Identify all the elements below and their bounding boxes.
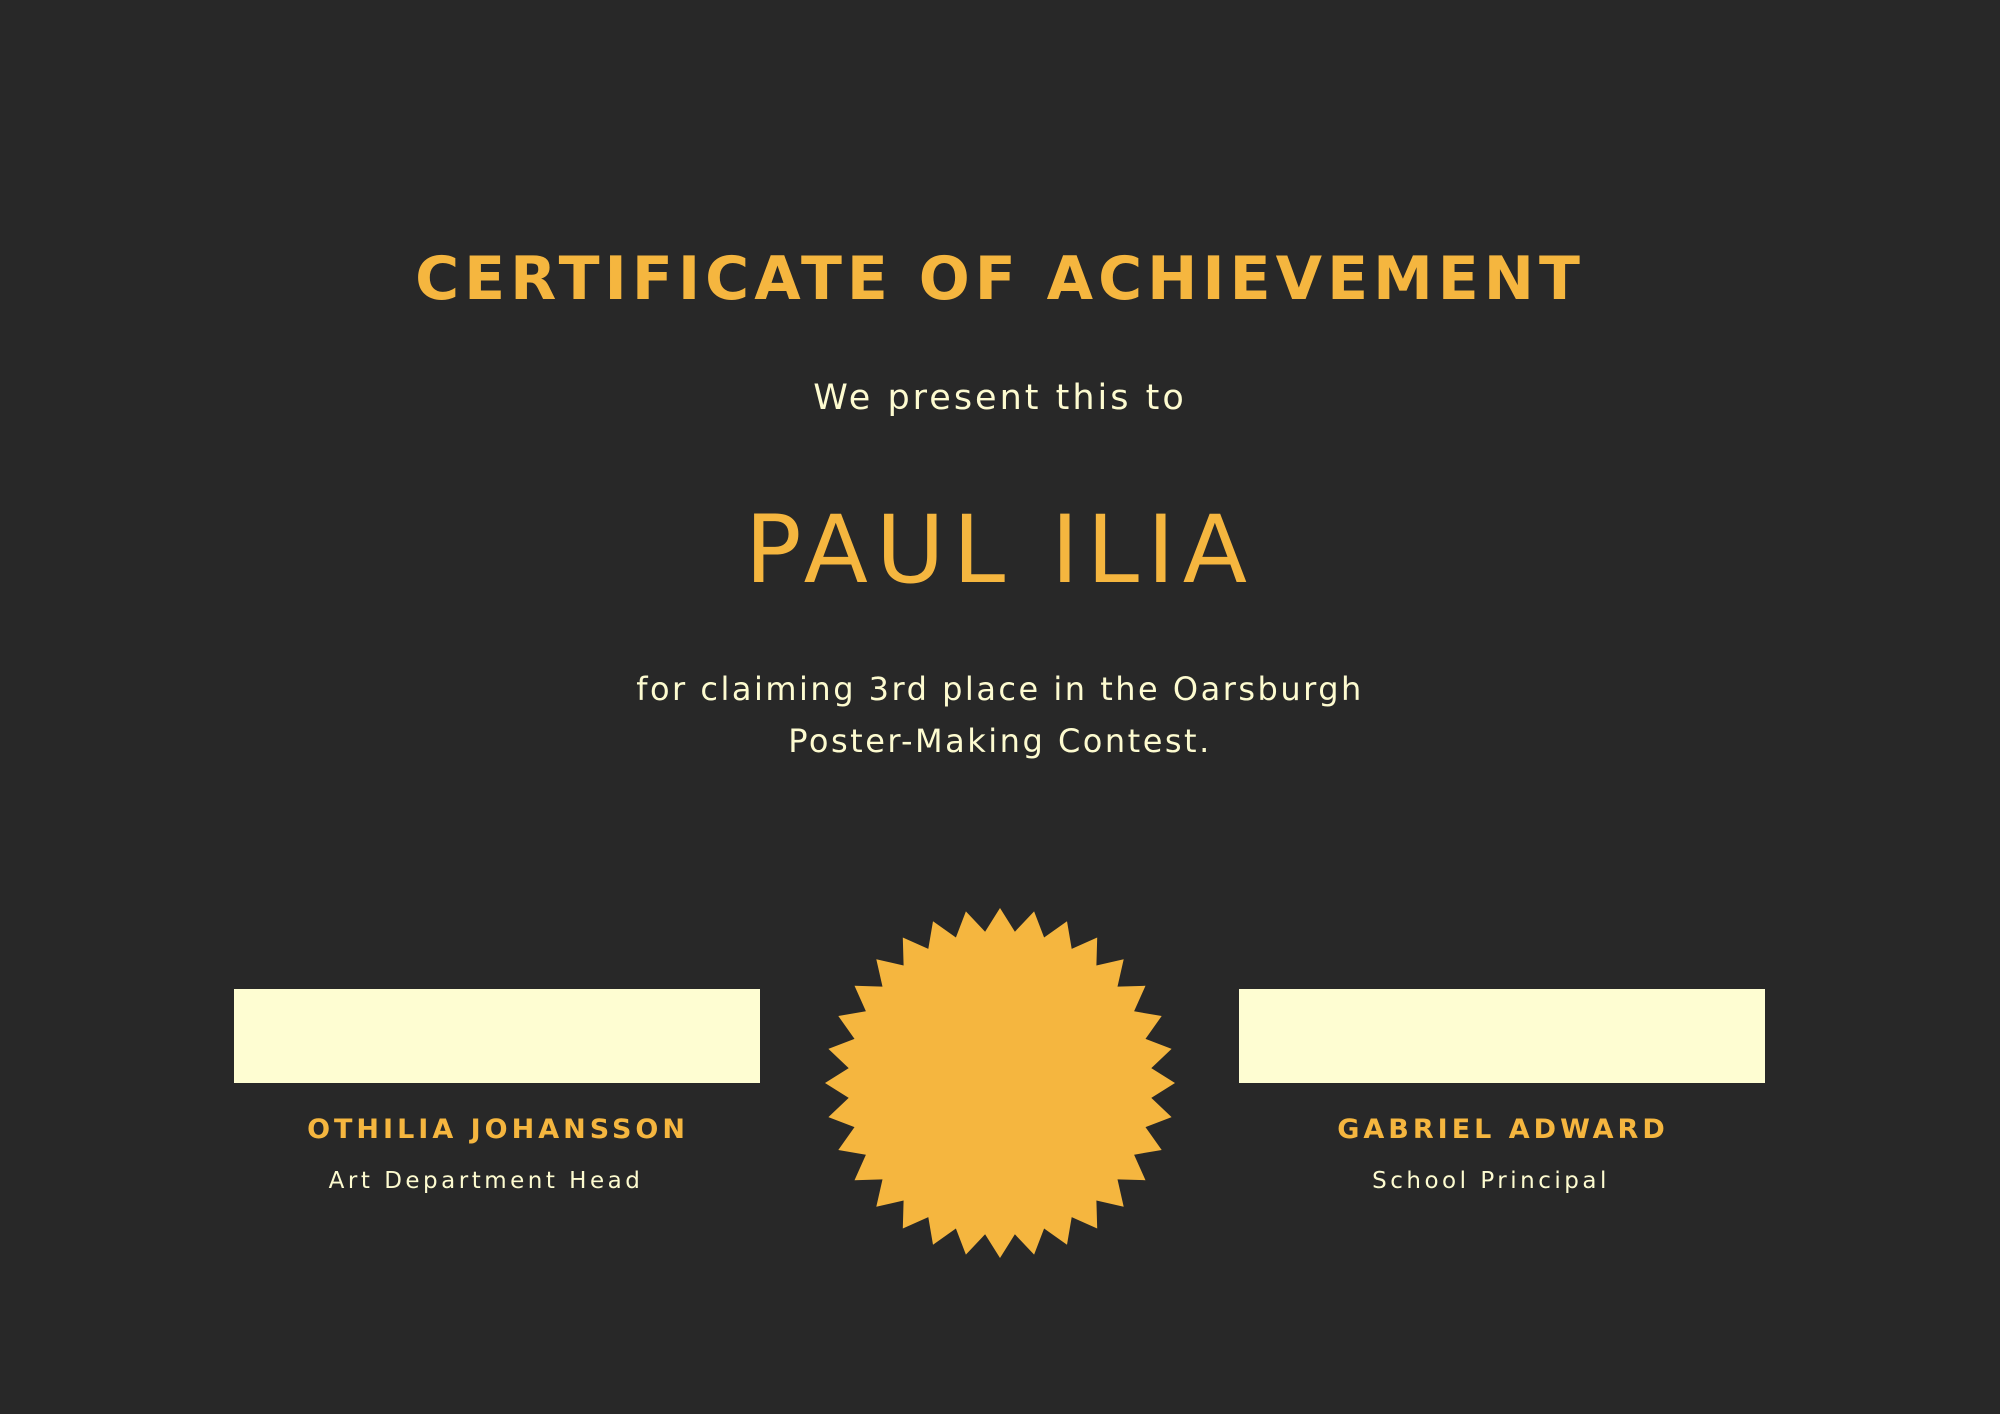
presentation-text: We present this to: [813, 378, 1187, 418]
signatory-name-right: GABRIEL ADWARD: [1337, 1114, 1669, 1145]
recipient-name: PAUL ILIA: [744, 496, 1256, 605]
signatory-name-left: OTHILIA JOHANSSON: [307, 1114, 689, 1145]
seal-shape: [825, 908, 1175, 1258]
signature-area-left: [234, 989, 760, 1083]
signatory-role-right: School Principal: [1372, 1168, 1610, 1194]
starburst-seal-icon: [825, 908, 1175, 1258]
achievement-line-2: Poster-Making Contest.: [788, 722, 1212, 760]
signature-area-right: [1239, 989, 1765, 1083]
achievement-line-1: for claiming 3rd place in the Oarsburgh: [636, 670, 1364, 708]
achievement-description: [500, 663, 1500, 767]
signatory-role-left: Art Department Head: [328, 1168, 644, 1194]
certificate-title: CERTIFICATE OF ACHIEVEMENT: [415, 244, 1585, 314]
